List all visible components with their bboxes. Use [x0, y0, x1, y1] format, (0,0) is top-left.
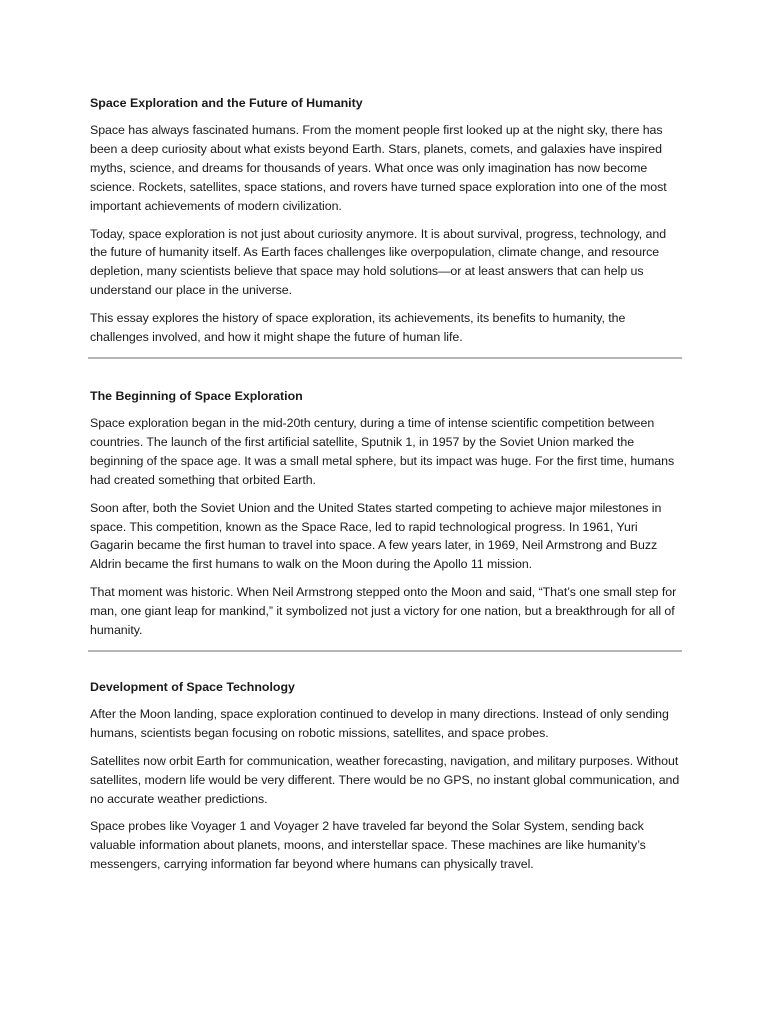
paragraph: Satellites now orbit Earth for communication, weather forecasting, navigation, and military purposes. Without satellites, modern life would be very different. There would be no GPS, no instant global communication, and no accurate weather predictions.: [90, 753, 680, 806]
section-title: Space Exploration and the Future of Humanity: [90, 96, 363, 110]
paragraph: Soon after, both the Soviet Union and the United States started competing to achieve major milestones in space. This competition, known as the Space Race, led to rapid technological progress. In 1961, Yuri Gagarin became the first human to travel into space. A few years later, in 1969, Neil Armstrong and Buzz Aldrin became the first humans to walk on the Moon during the Apollo 11 mission.: [90, 500, 662, 572]
paragraph: Space exploration began in the mid-20th century, during a time of intense scientific competition between countries. The launch of the first artificial satellite, Sputnik 1, in 1957 by the Soviet Union marked the beginning of the space age. It was a small metal sphere, but its impact was huge. For the first time, humans had created something that orbited Earth.: [90, 415, 675, 487]
paragraph: Space has always fascinated humans. From the moment people first looked up at the night sky, there has been a deep curiosity about what exists beyond Earth. Stars, planets, comets, and galaxies have inspired myths, science, and dreams for thousands of years. What once was only imagination has now become science. Rockets, satellites, space stations, and rovers have turned space exploration into one of the most important achievements of modern civilization.: [90, 123, 667, 213]
document-page: [90, 86, 680, 883]
section-title: Development of Space Technology: [90, 679, 295, 694]
paragraph: Space probes like Voyager 1 and Voyager 2 have traveled far beyond the Solar System, sending back valuable information about planets, moons, and interstellar space. These machines are like humanity’s messengers, carrying information far beyond where humans can physically travel.: [90, 819, 646, 872]
section-intro: [90, 86, 680, 359]
paragraph: That moment was historic. When Neil Armstrong stepped onto the Moon and said, “That’s one small step for man, one giant leap for mankind,” it symbolized not just a victory for one nation, but a breakthrough for all of humanity.: [90, 585, 677, 638]
section-technology: [90, 652, 680, 874]
section-title: The Beginning of Space Exploration: [90, 388, 303, 403]
paragraph: After the Moon landing, space exploration continued to develop in many directions. Instead of only sending humans, scientists began focusing on robotic missions, satellites, and space probes.: [90, 706, 669, 740]
section-beginning: [90, 359, 680, 652]
paragraph: This essay explores the history of space exploration, its achievements, its benefits to humanity, the challenges involved, and how it might shape the future of human life.: [90, 311, 626, 345]
paragraph: Today, space exploration is not just about curiosity anymore. It is about survival, progress, technology, and the future of humanity itself. As Earth faces challenges like overpopulation, climate change, and resource depletion, many scientists believe that space may hold solutions—or at least answers that can help us understand our place in the universe.: [90, 226, 667, 298]
